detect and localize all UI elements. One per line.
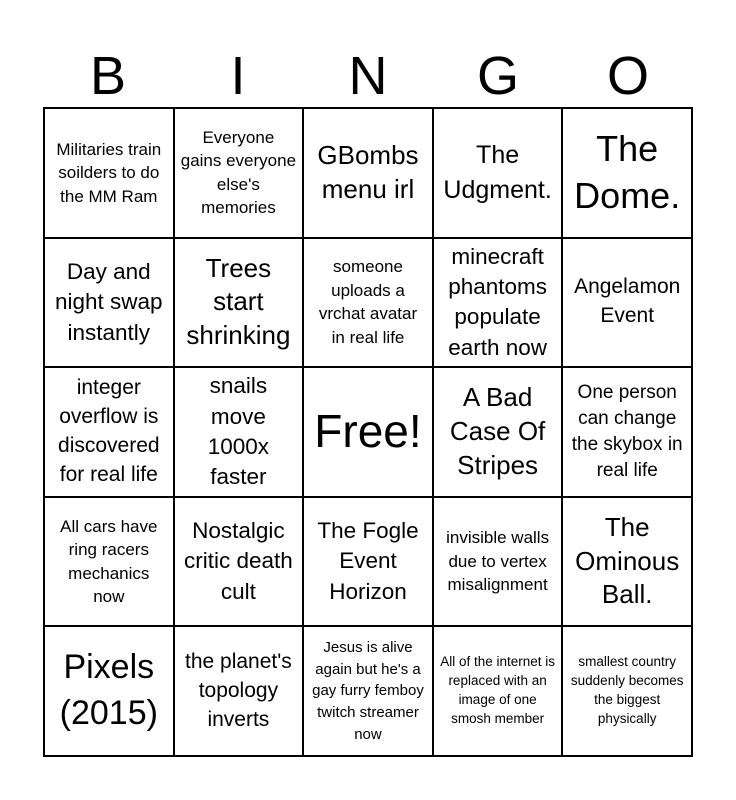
header-letter-i: I (230, 46, 246, 106)
cell-text: Everyone gains everyone else's memories (180, 127, 297, 218)
cell-text: All of the internet is replaced with an image of one smosh member (440, 654, 555, 727)
bingo-cell[interactable] (433, 626, 563, 756)
bingo-cell[interactable] (303, 626, 433, 756)
cell-text: minecraft phantoms populate earth now (448, 243, 547, 360)
header-letter-o: O (606, 46, 649, 106)
bingo-cell[interactable] (303, 108, 433, 238)
cell-text: smallest country suddenly becomes the biggest physically (570, 654, 684, 727)
cell-text: Angelamon Event (574, 275, 681, 328)
bingo-cell[interactable] (174, 367, 304, 497)
cell-text: Nostalgic critic death cult (183, 518, 293, 604)
cell-text: Trees start shrinking (186, 252, 291, 351)
bingo-cell[interactable] (174, 238, 304, 368)
header-letter-b: B (89, 46, 127, 106)
cell-text: The Fogle Event Horizon (317, 518, 419, 604)
bingo-cell[interactable] (174, 108, 304, 238)
bingo-cell[interactable] (562, 108, 692, 238)
header-letter-g: G (476, 46, 519, 106)
header-letter-n: N (348, 46, 388, 106)
cell-text: someone uploads a vrchat avatar in real life (318, 257, 418, 347)
bingo-cell[interactable] (174, 497, 304, 627)
bingo-cell[interactable] (562, 238, 692, 368)
free-space-text: Free! (314, 405, 422, 458)
free-space-cell[interactable] (303, 367, 433, 497)
cell-text: snails move 1000x faster (207, 373, 270, 490)
bingo-cell[interactable] (303, 497, 433, 627)
bingo-cell[interactable] (562, 367, 692, 497)
cell-text: All cars have ring racers mechanics now (60, 516, 158, 607)
bingo-cell[interactable] (44, 626, 174, 756)
cell-text: A Bad Case Of Stripes (449, 382, 546, 480)
cell-text: Day and night swap instantly (55, 258, 163, 345)
cell-text: integer overflow is discovered for real life (58, 376, 160, 486)
cell-text: GBombs menu irl (317, 140, 419, 204)
cell-text: The Udgment. (443, 141, 552, 204)
bingo-cell[interactable] (433, 108, 563, 238)
bingo-cell[interactable] (44, 497, 174, 627)
bingo-cell[interactable] (562, 626, 692, 756)
bingo-cell[interactable] (562, 497, 692, 627)
bingo-cell[interactable] (303, 238, 433, 368)
cell-text: The Dome. (574, 128, 681, 216)
cell-text: invisible walls due to vertex misalignment (446, 528, 550, 595)
cell-text: Militaries train soilders to do the MM Ram (56, 139, 162, 206)
bingo-cell[interactable] (44, 108, 174, 238)
bingo-cell[interactable] (44, 367, 174, 497)
cell-text: The Ominous Ball. (575, 511, 680, 610)
cell-text: the planet's topology inverts (185, 649, 292, 731)
bingo-cell[interactable] (44, 238, 174, 368)
cell-text: Pixels (2015) (59, 648, 158, 733)
bingo-cell[interactable] (433, 238, 563, 368)
bingo-cell[interactable] (433, 367, 563, 497)
cell-text: Jesus is alive again but he's a gay furry femboy twitch streamer now (312, 638, 424, 743)
bingo-header (43, 44, 693, 108)
bingo-cell[interactable] (433, 497, 563, 627)
cell-text: One person can change the skybox in real life (571, 382, 683, 481)
bingo-board (43, 107, 693, 757)
bingo-cell[interactable] (174, 626, 304, 756)
